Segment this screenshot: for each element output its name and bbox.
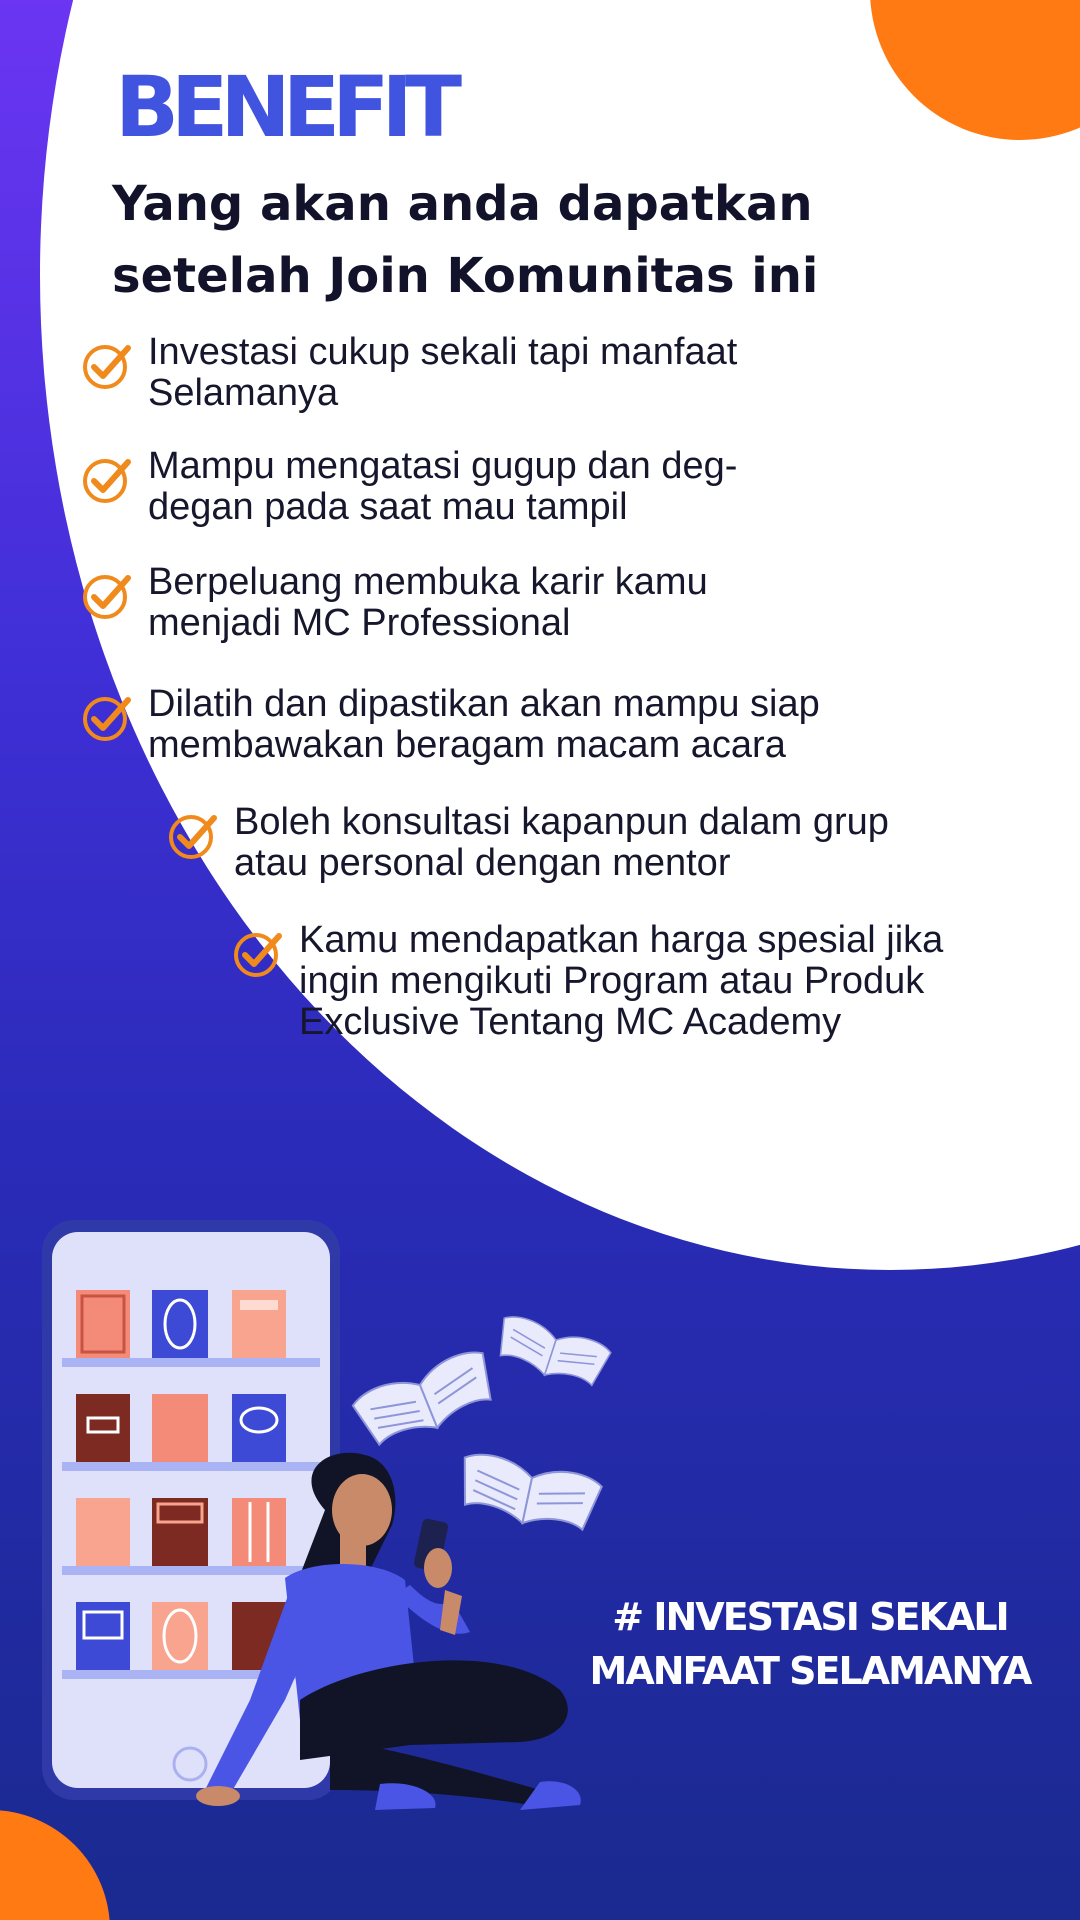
benefit-item xyxy=(80,684,820,766)
reading-illustration xyxy=(0,1200,1080,1920)
check-circle-icon xyxy=(80,690,134,744)
hashtag-line-2: MANFAAT SELAMANYA xyxy=(589,1649,1031,1693)
hashtag-tagline xyxy=(550,1590,1070,1698)
check-circle-icon xyxy=(80,568,134,622)
benefit-text: Dilatih dan dipastikan akan mampu siap membawakan beragam macam acara xyxy=(148,683,820,766)
benefit-item xyxy=(80,446,737,528)
page-title: BENEFIT xyxy=(115,58,455,156)
benefit-text: Kamu mendapatkan harga spesial jika ingin mengikuti Program atau Produk Exclusive Tentang MC Academy xyxy=(299,919,944,1043)
benefit-text: Berpeluang membuka karir kamu menjadi MC Professional xyxy=(148,561,708,644)
benefit-item xyxy=(231,920,943,1043)
page-subtitle: Yang akan anda dapatkan setelah Join Komunitas ini xyxy=(112,176,819,304)
benefit-text: Investasi cukup sekali tapi manfaat Selamanya xyxy=(148,331,738,414)
check-circle-icon xyxy=(166,808,220,862)
benefit-text: Mampu mengatasi gugup dan deg- degan pada saat mau tampil xyxy=(148,445,738,528)
benefit-text: Boleh konsultasi kapanpun dalam grup atau personal dengan mentor xyxy=(234,801,889,884)
phone-bookshelf-illustration xyxy=(42,1220,340,1800)
hashtag-line-1: # INVESTASI SEKALI xyxy=(612,1595,1008,1639)
benefit-item xyxy=(166,802,889,884)
check-circle-icon xyxy=(231,926,285,980)
check-circle-icon xyxy=(80,452,134,506)
check-circle-icon xyxy=(80,338,134,392)
benefit-item xyxy=(80,332,737,414)
benefit-item xyxy=(80,562,708,644)
